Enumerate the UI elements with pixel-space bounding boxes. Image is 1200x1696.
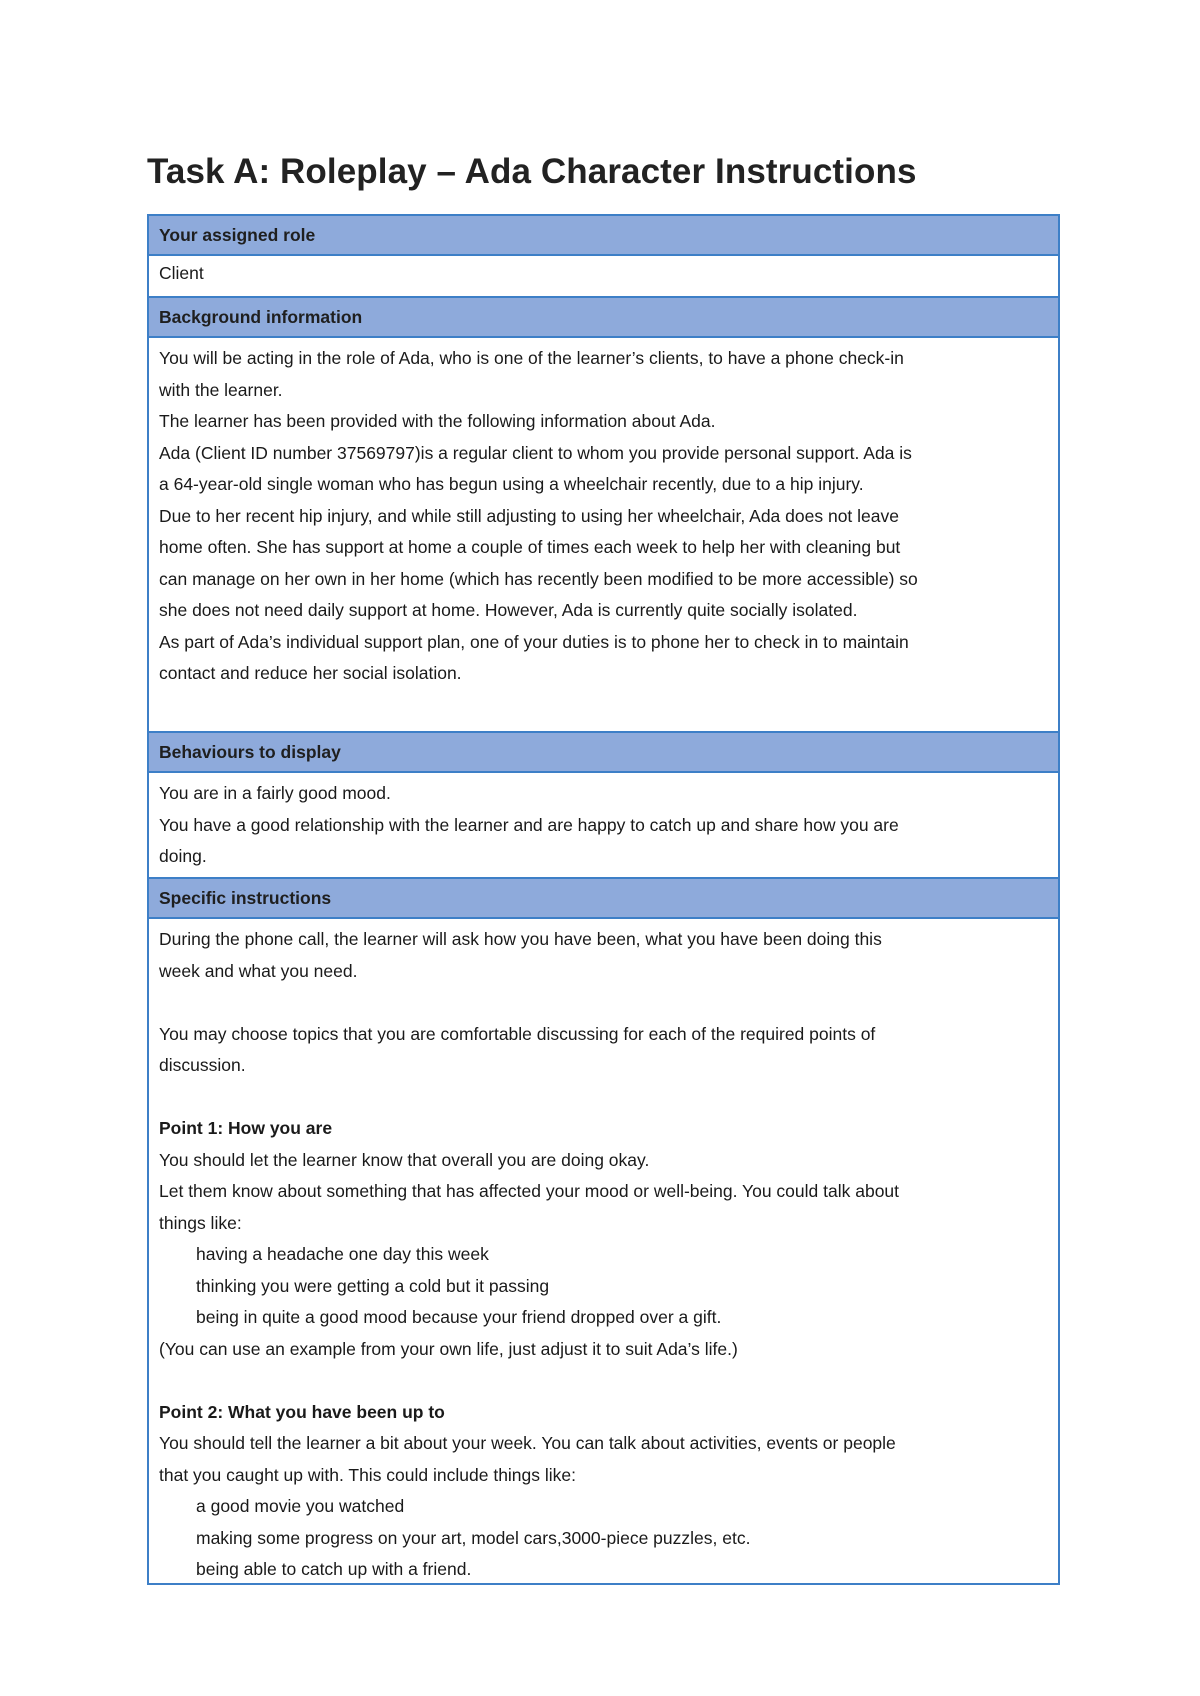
paragraph-line: You have a good relationship with the learner and are happy to catch up and share how you are xyxy=(159,814,899,835)
section-header-specific-instructions: Specific instructions xyxy=(149,879,1058,919)
paragraph-line: a 64-year-old single woman who has begun using a wheelchair recently, due to a hip injury. xyxy=(159,474,864,494)
paragraph-line: with the learner. xyxy=(159,379,283,400)
paragraph-line: The learner has been provided with the following information about Ada. xyxy=(159,411,716,431)
paragraph-line: that you caught up with. This could include things like: xyxy=(159,1464,577,1485)
list-item: thinking you were getting a cold but it passing xyxy=(196,1275,550,1296)
list-item: making some progress on your art, model cars,3000-piece puzzles, etc. xyxy=(196,1527,751,1548)
section-header-behaviours: Behaviours to display xyxy=(149,733,1058,773)
paragraph-line: Due to her recent hip injury, and while still adjusting to using her wheelchair, Ada does not leave xyxy=(159,505,899,526)
paragraph-line: You should let the learner know that overall you are doing okay. xyxy=(159,1149,650,1170)
paragraph-line: You should tell the learner a bit about your week. You can talk about activities, events or people xyxy=(159,1433,896,1453)
list-item: a good movie you watched xyxy=(196,1496,405,1516)
section-body-background xyxy=(149,338,1058,733)
section-body-assigned-role xyxy=(149,256,1058,298)
list-item: being able to catch up with a friend. xyxy=(196,1559,472,1579)
paragraph-line: During the phone call, the learner will ask how you have been, what you have been doing this xyxy=(159,929,882,949)
list-item: having a headache one day this week xyxy=(196,1244,489,1264)
list-item: being in quite a good mood because your friend dropped over a gift. xyxy=(196,1307,722,1327)
paragraph-line: As part of Ada’s individual support plan, one of your duties is to phone her to check in to maintain xyxy=(159,631,909,652)
blank-line xyxy=(159,1365,1048,1397)
paragraph-line: home often. She has support at home a couple of times each week to help her with cleaning but xyxy=(159,537,901,557)
paragraph-line: Ada (Client ID number 37569797)is a regular client to whom you provide personal support. Ada is xyxy=(159,442,912,463)
paragraph-line: week and what you need. xyxy=(159,960,358,981)
paragraph-line: things like: xyxy=(159,1212,242,1233)
paragraph-line: can manage on her own in her home (which has recently been modified to be more accessible) so xyxy=(159,568,918,589)
paragraph-line: You will be acting in the role of Ada, who is one of the learner’s clients, to have a phone check-in xyxy=(159,348,904,368)
paragraph-line: doing. xyxy=(159,846,207,866)
role-value: Client xyxy=(159,263,204,283)
section-body-specific-instructions xyxy=(149,919,1058,1583)
instructions-table xyxy=(147,214,1060,1585)
section-header-assigned-role: Your assigned role xyxy=(149,216,1058,256)
page-title: Task A: Roleplay – Ada Character Instructions xyxy=(147,152,917,191)
point-1-heading: Point 1: How you are xyxy=(159,1118,333,1138)
paragraph-line: contact and reduce her social isolation. xyxy=(159,663,462,683)
paragraph-line: she does not need daily support at home. However, Ada is currently quite socially isolated. xyxy=(159,600,858,620)
section-header-background: Background information xyxy=(149,298,1058,338)
blank-line xyxy=(159,1082,1048,1114)
paragraph-line: (You can use an example from your own life, just adjust it to suit Ada’s life.) xyxy=(159,1338,738,1359)
point-2-heading: Point 2: What you have been up to xyxy=(159,1401,445,1422)
paragraph-line: You are in a fairly good mood. xyxy=(159,783,391,803)
paragraph-line: discussion. xyxy=(159,1055,246,1075)
blank-line xyxy=(159,987,1048,1019)
section-body-behaviours xyxy=(149,773,1058,879)
paragraph-line: Let them know about something that has affected your mood or well-being. You could talk about xyxy=(159,1181,900,1201)
paragraph-line: You may choose topics that you are comfortable discussing for each of the required points of xyxy=(159,1023,876,1044)
